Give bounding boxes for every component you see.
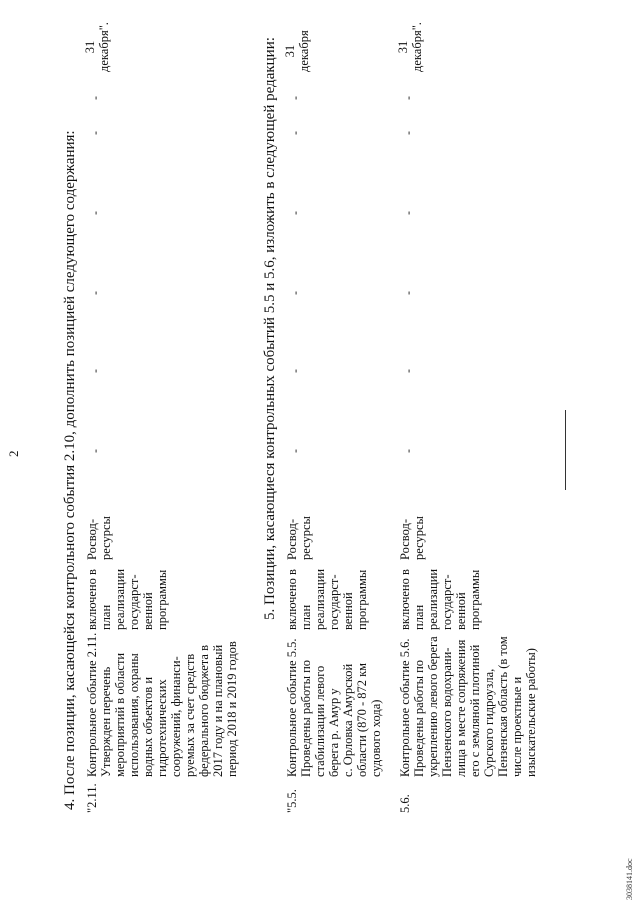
empty-cell-dash: - bbox=[288, 449, 302, 453]
empty-cell-dash: - bbox=[401, 211, 415, 215]
status-text: включено в план реализации государст- венной программы bbox=[85, 568, 169, 630]
empty-cell-dash: - bbox=[88, 211, 102, 215]
executor: Росвод- ресурсы bbox=[285, 516, 313, 560]
deadline: 31 декабря". bbox=[83, 22, 111, 72]
row-number: 5.6. bbox=[398, 794, 412, 813]
empty-cell-dash: - bbox=[401, 369, 415, 373]
empty-cell-dash: - bbox=[88, 96, 102, 100]
end-rule bbox=[565, 410, 566, 490]
deadline: 31 декабря bbox=[283, 30, 311, 72]
empty-cell-dash: - bbox=[401, 449, 415, 453]
empty-cell-dash: - bbox=[88, 449, 102, 453]
executor: Росвод- ресурсы bbox=[398, 516, 426, 560]
event-description: Контрольное событие 5.6. Проведены работы по укреплению левого берега Пензенского водохрани- лища в месте сопряжения его с земляной плотиной Сурского гидроузла, Пензенская область (в том числе проектные и изыскательские работы) bbox=[398, 636, 538, 777]
empty-cell-dash: - bbox=[288, 211, 302, 215]
empty-cell-dash: - bbox=[288, 369, 302, 373]
event-description: Контрольное событие 5.5. Проведены работы по стабилизации левого берега р. Амур у с. Орловка Амурской области (870 - 872 км судового хода) bbox=[285, 638, 383, 777]
status-text: включено в план реализации государст- венной программы bbox=[398, 568, 482, 630]
row-number: "5.5. bbox=[285, 789, 299, 813]
empty-cell-dash: - bbox=[88, 131, 102, 135]
footer-doc-code: 3038141.doc bbox=[625, 858, 634, 900]
empty-cell-dash: - bbox=[88, 291, 102, 295]
page-number: 2 bbox=[6, 450, 21, 457]
status-text: включено в план реализации государст- венной программы bbox=[285, 568, 369, 630]
empty-cell-dash: - bbox=[401, 131, 415, 135]
empty-cell-dash: - bbox=[88, 369, 102, 373]
deadline: 31 декабря". bbox=[396, 22, 424, 72]
section-4-heading: 4. После позиции, касающейся контрольного события 2.10, дополнить позицией следующего содержания: bbox=[62, 130, 78, 810]
section-5-heading: 5. Позиции, касающиеся контрольных событий 5.5 и 5.6, изложить в следующей редакции: bbox=[262, 37, 278, 620]
empty-cell-dash: - bbox=[288, 96, 302, 100]
empty-cell-dash: - bbox=[288, 291, 302, 295]
event-description: Контрольное событие 2.11. Утвержден перечень мероприятий в области использования, охраны водных объектов и гидротехнических сооружений, финанси- руемых за счет средств федерального бюджета в 2017 году и на плановый период 2018 и 2019 годов bbox=[85, 632, 239, 777]
executor: Росвод- ресурсы bbox=[85, 516, 113, 560]
row-number: "2.11. bbox=[85, 783, 99, 813]
empty-cell-dash: - bbox=[401, 291, 415, 295]
empty-cell-dash: - bbox=[401, 96, 415, 100]
empty-cell-dash: - bbox=[288, 131, 302, 135]
